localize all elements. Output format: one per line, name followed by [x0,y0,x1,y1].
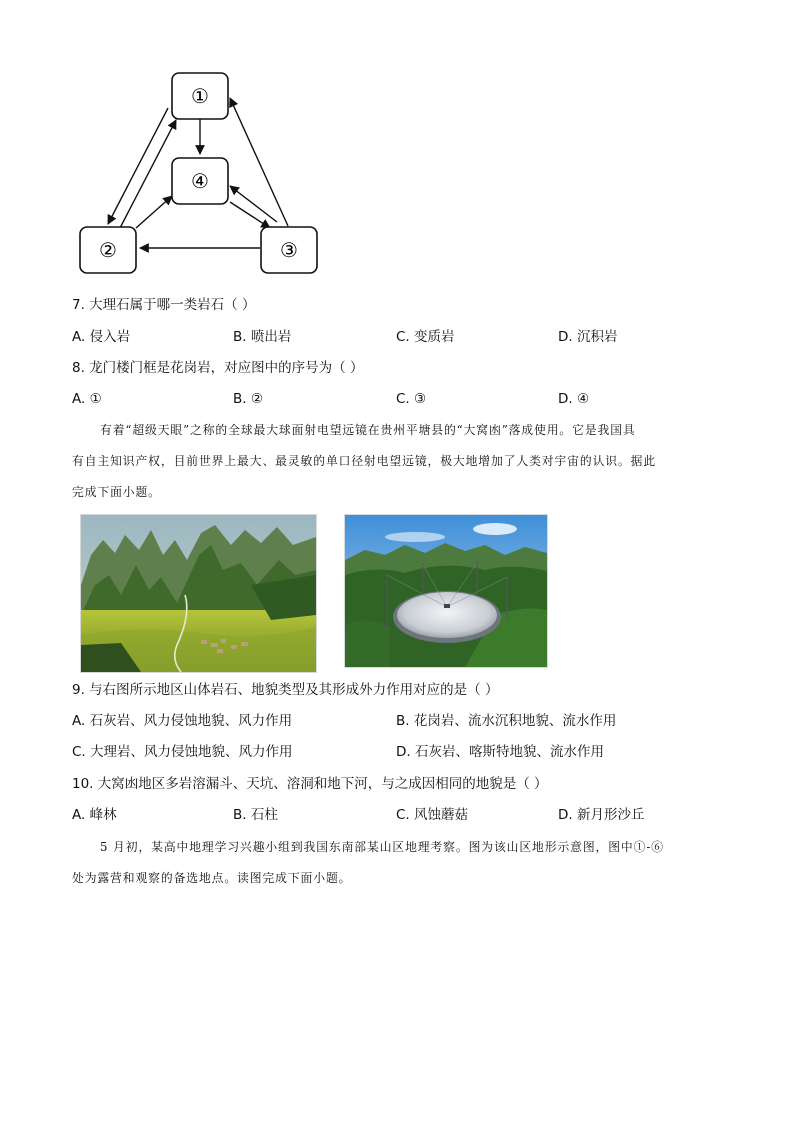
q10-option-d: D. 新月形沙丘 [558,807,645,823]
fast-telescope-photo [344,514,548,668]
q10-option-a: A. 峰林 [72,807,117,823]
q10-option-b: B. 石柱 [233,807,278,823]
q9-option-c: C. 大理岩、风力侵蚀地貌、风力作用 [72,744,293,760]
node-2-label: ② [99,238,117,262]
question-10-stem: 10. 大窝凼地区多岩溶漏斗、天坑、溶洞和地下河，与之成因相同的地貌是（ ） [72,776,548,792]
q7-option-a: A. 侵入岩 [72,329,131,345]
passage-1-line-3: 完成下面小题。 [72,485,161,499]
edge-1-to-2 [108,108,168,224]
node-1-label: ① [191,84,209,108]
edge-2-to-4 [136,196,172,228]
q7-option-d: D. 沉积岩 [558,329,618,345]
edge-4-to-3 [230,202,270,228]
q7-option-b: B. 喷出岩 [233,329,292,345]
q9-option-b: B. 花岗岩、流水沉积地貌、流水作用 [396,713,617,729]
node-2 [80,227,136,273]
node-4 [172,158,228,204]
q8-option-a: A. ① [72,391,102,407]
q8-option-d: D. ④ [558,391,590,407]
edge-3-to-1 [230,98,288,226]
node-4-label: ④ [191,169,209,193]
question-9-stem: 9. 与右图所示地区山体岩石、地貌类型及其形成外力作用对应的是（ ） [72,682,499,698]
rock-cycle-diagram [72,66,332,281]
passage-2-line-2: 处为露营和观察的备选地点。读图完成下面小题。 [72,871,352,885]
q10-option-c: C. 风蚀蘑菇 [396,807,469,823]
question-7-stem: 7. 大理石属于哪一类岩石（ ） [72,297,256,313]
node-3-label: ③ [280,238,298,262]
passage-1-line-1: 有着“超级天眼”之称的全球最大球面射电望远镜在贵州平塘县的“大窝凼”落成使用。它是我国具 [100,423,636,437]
q9-option-a: A. 石灰岩、风力侵蚀地貌、风力作用 [72,713,293,729]
passage-2-line-1: 5 月初，某高中地理学习兴趣小组到我国东南部某山区地理考察。图为该山区地形示意图，图中①-⑥ [100,840,664,854]
node-1 [172,73,228,119]
q8-option-b: B. ② [233,391,263,407]
edge-2-to-1 [120,120,176,228]
q8-option-c: C. ③ [396,391,427,407]
karst-landscape-photo [80,514,317,673]
passage-1-line-2: 有自主知识产权，目前世界上最大、最灵敏的单口径射电望远镜，极大地增加了人类对宇宙的认识。据此 [72,454,657,468]
node-3 [261,227,317,273]
q9-option-d: D. 石灰岩、喀斯特地貌、流水作用 [396,744,604,760]
question-8-stem: 8. 龙门楼门框是花岗岩，对应图中的序号为（ ） [72,360,364,376]
q7-option-c: C. 变质岩 [396,329,455,345]
